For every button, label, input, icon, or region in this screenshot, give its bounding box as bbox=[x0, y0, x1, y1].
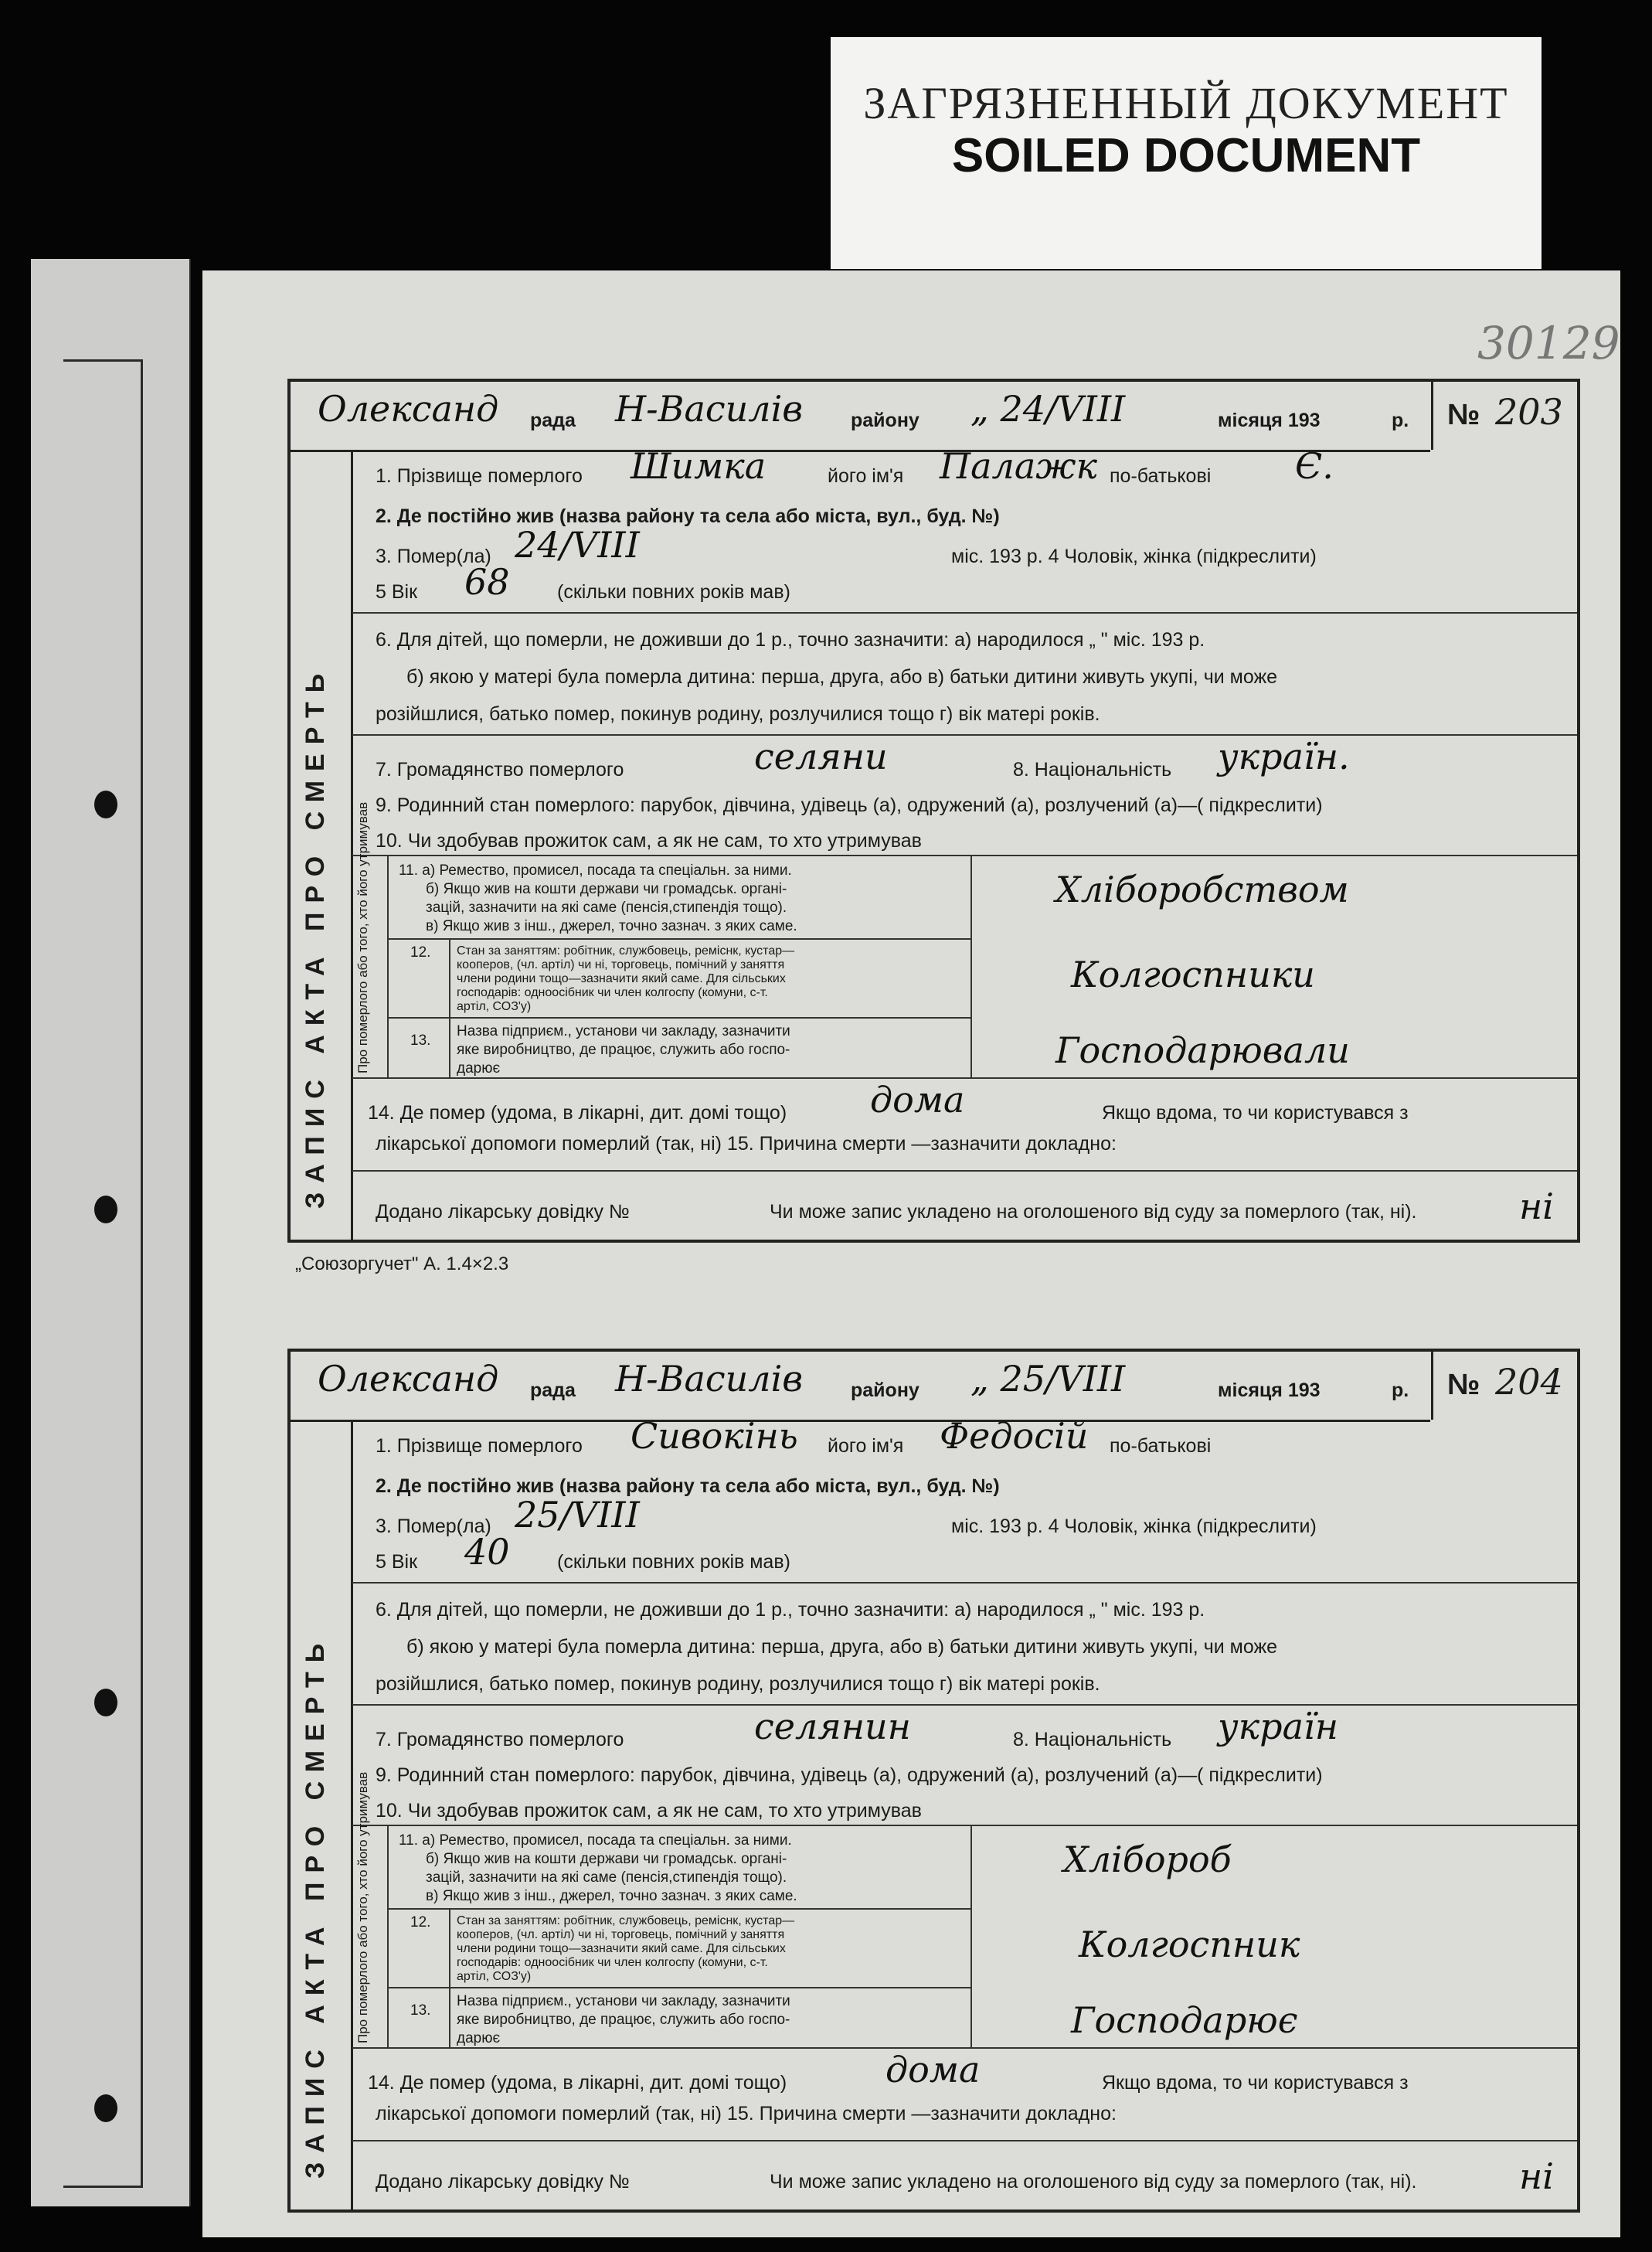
side-title: ЗАПИС АКТА ПРО СМЕРТЬ bbox=[301, 1634, 330, 2179]
q11-line3: зацій, зазначити на які саме (пенсія,стипендія тощо). bbox=[426, 900, 787, 916]
q1-name-label: його ім'я bbox=[828, 1435, 904, 1457]
q1-label: 1. Прізвище померлого bbox=[376, 1435, 583, 1457]
q14-label: 14. Де помер (удома, в лікарні, дит. домі тощо) bbox=[368, 1102, 787, 1124]
court-answer: ні bbox=[1519, 1186, 1555, 1227]
q11-line4: в) Якщо жив з інш., джерел, точно зазнач. з яких саме. bbox=[426, 918, 797, 934]
side-title: ЗАПИС АКТА ПРО СМЕРТЬ bbox=[301, 664, 330, 1209]
patronymic: Є. bbox=[1295, 445, 1334, 487]
label-rayon: району bbox=[851, 1379, 919, 1401]
status: Колгоспник bbox=[1079, 1924, 1300, 1965]
label-month: місяця 193 bbox=[1218, 1379, 1321, 1401]
q7-label: 7. Громадянство померлого bbox=[376, 759, 624, 781]
q2-label: 2. Де постійно жив (назва району та села або міста, вул., буд. №) bbox=[376, 1475, 1000, 1497]
occupation: Хліборобством bbox=[1055, 869, 1349, 910]
q10-label: 10. Чи здобував прожиток сам, а як не сам, то хто утримував bbox=[376, 830, 922, 852]
hw-date: „ 24/VIII bbox=[970, 388, 1126, 430]
stamp-en: SOILED DOCUMENT bbox=[951, 129, 1421, 182]
binding-hole bbox=[94, 1689, 117, 1716]
status: Колгоспники bbox=[1071, 954, 1315, 995]
hw-rayon: Н-Василів bbox=[615, 388, 804, 430]
side-subtitle: Про померлого або того, хто його утримував bbox=[355, 1771, 370, 2043]
workplace: Господарювали bbox=[1055, 1029, 1350, 1071]
subcolumn-line bbox=[970, 855, 972, 1077]
q9-label: 9. Родинний стан померлого: парубок, дівчина, удівець (а), одружений (а), розлучений (а)—( підкреслити) bbox=[376, 1764, 1323, 1786]
stamp-ru: ЗАГРЯЗНЕННЫЙ ДОКУМЕНТ bbox=[863, 78, 1509, 128]
surname: Шимка bbox=[631, 445, 767, 487]
date-of-death: 24/VIII bbox=[515, 524, 640, 566]
q6b-label: б) якою у матері була померла дитина: перша, друга, або в) батьки дитини живуть укупі, чи може bbox=[406, 666, 1278, 688]
citizenship: селяни bbox=[754, 736, 888, 777]
q8-label: 8. Національність bbox=[1013, 759, 1172, 781]
q11-line4: в) Якщо жив з інш., джерел, точно зазнач. з яких саме. bbox=[426, 1888, 797, 1904]
label-no: № bbox=[1447, 1369, 1480, 1401]
soiled-document-stamp bbox=[831, 37, 1542, 269]
q16-label: Додано лікарську довідку № bbox=[376, 1201, 630, 1223]
divider bbox=[352, 1170, 1577, 1172]
q1-patronymic-label: по-батькові bbox=[1110, 465, 1212, 487]
q6c-label: розійшлися, батько помер, покинув родину, розлучилися тощо г) вік матері років. bbox=[376, 1673, 1100, 1695]
q11-line1: 11. а) Ремество, промисел, посада та спеціальн. за ними. bbox=[399, 862, 792, 879]
divider bbox=[352, 1825, 1577, 1826]
hw-date: „ 25/VIII bbox=[970, 1358, 1126, 1400]
divider bbox=[352, 612, 1577, 614]
q13-number: 13. bbox=[410, 1032, 431, 1049]
label-r: р. bbox=[1392, 410, 1409, 431]
occupation: Хлібороб bbox=[1063, 1839, 1232, 1880]
q2-label: 2. Де постійно жив (назва району та села або міста, вул., буд. №) bbox=[376, 505, 1000, 527]
divider bbox=[352, 855, 1577, 856]
side-subtitle: Про померлого або того, хто його утримував bbox=[355, 801, 370, 1073]
record-number-box bbox=[1431, 1352, 1579, 1420]
label-month: місяця 193 bbox=[1218, 410, 1321, 431]
q15-label: лікарської допомоги померлий (так, ні) 15. Причина смерти —зазначити докладно: bbox=[376, 2103, 1117, 2124]
q15-label: лікарської допомоги померлий (так, ні) 15. Причина смерти —зазначити докладно: bbox=[376, 1133, 1117, 1155]
hw-rada: Олександ bbox=[318, 1358, 499, 1400]
nationality: україн bbox=[1218, 1706, 1339, 1747]
q3-sex-label: міс. 193 р. 4 Чоловік, жінка (підкреслити) bbox=[951, 546, 1317, 567]
subcolumn-line bbox=[449, 1908, 450, 2047]
q6c-label: розійшлися, батько помер, покинув родину, розлучилися тощо г) вік матері років. bbox=[376, 703, 1100, 725]
page-number: 30129 bbox=[1477, 317, 1620, 369]
divider bbox=[352, 734, 1577, 736]
label-rada: рада bbox=[530, 410, 576, 431]
first-name: Палажк bbox=[940, 445, 1098, 487]
citizenship: селянин bbox=[754, 1706, 911, 1747]
q6a-label: 6. Для дітей, що померли, не доживши до 1 р., точно зазначити: а) народилося „ " міс. 193 р. bbox=[376, 1599, 1205, 1621]
divider bbox=[387, 1017, 970, 1019]
q14-tail: Якщо вдома, то чи користувався з bbox=[1102, 1102, 1409, 1124]
q11-line3: зацій, зазначити на які саме (пенсія,стипендія тощо). bbox=[426, 1869, 787, 1886]
side-band bbox=[291, 1420, 353, 2209]
q13-line3: дарює bbox=[457, 1060, 501, 1077]
nationality: україн. bbox=[1218, 736, 1350, 777]
q10-label: 10. Чи здобував прожиток сам, а як не сам, то хто утримував bbox=[376, 1800, 922, 1822]
divider bbox=[387, 938, 970, 940]
q5-note: (скільки повних років мав) bbox=[557, 581, 790, 603]
age: 40 bbox=[464, 1531, 510, 1573]
q11-line2: б) Якщо жив на кошти держави чи громадськ. органі- bbox=[426, 881, 787, 897]
q3-sex-label: міс. 193 р. 4 Чоловік, жінка (підкреслити) bbox=[951, 1516, 1317, 1537]
record-number: 203 bbox=[1495, 391, 1563, 433]
subcolumn-line bbox=[387, 855, 389, 1077]
q1-name-label: його ім'я bbox=[828, 465, 904, 487]
q5-label: 5 Вік bbox=[376, 1551, 418, 1573]
q12-line2: кооперов, (чл. артіл) чи ні, торговець, помічний у заняття bbox=[457, 1928, 785, 1941]
q13-line2: яке виробництво, де працює, служить або госпо- bbox=[457, 1042, 790, 1058]
record-number-box bbox=[1431, 382, 1579, 450]
death-record-form-2 bbox=[287, 1349, 1580, 2213]
q6b-label: б) якою у матері була померла дитина: перша, друга, або в) батьки дитини живуть укупі, чи може bbox=[406, 1636, 1278, 1658]
death-record-form-1 bbox=[287, 379, 1580, 1243]
label-r: р. bbox=[1392, 1379, 1409, 1401]
subcolumn-line bbox=[449, 938, 450, 1077]
hw-rada: Олександ bbox=[318, 388, 499, 430]
divider bbox=[352, 1077, 1577, 1079]
q12-line2: кооперов, (чл. артіл) чи ні, торговець, помічний у заняття bbox=[457, 958, 785, 971]
q1-patronymic-label: по-батькові bbox=[1110, 1435, 1212, 1457]
q13-line1: Назва підприєм., установи чи закладу, зазначити bbox=[457, 1023, 790, 1039]
q12-line1: Стан за заняттям: робітник, службовець, реміснк, кустар— bbox=[457, 944, 795, 958]
divider bbox=[387, 1987, 970, 1988]
q12-line3: члени родини тощо—зазначити який саме. Для сільських bbox=[457, 972, 786, 985]
q14-label: 14. Де помер (удома, в лікарні, дит. домі тощо) bbox=[368, 2072, 787, 2094]
label-rada: рада bbox=[530, 1379, 576, 1401]
hw-rayon: Н-Василів bbox=[615, 1358, 804, 1400]
q13-line3: дарює bbox=[457, 2030, 501, 2046]
q13-line1: Назва підприєм., установи чи закладу, зазначити bbox=[457, 1993, 790, 2009]
adjacent-page bbox=[31, 259, 191, 2206]
subcolumn-line bbox=[387, 1825, 389, 2047]
surname: Сивокінь bbox=[631, 1415, 798, 1457]
q11-line1: 11. а) Ремество, промисел, посада та спеціальн. за ними. bbox=[399, 1832, 792, 1849]
q12-number: 12. bbox=[410, 944, 431, 961]
binding-hole bbox=[94, 1196, 117, 1223]
label-no: № bbox=[1447, 399, 1480, 431]
q6a-label: 6. Для дітей, що померли, не доживши до 1 р., точно зазначити: а) народилося „ " міс. 193 р. bbox=[376, 629, 1205, 651]
label-rayon: району bbox=[851, 410, 919, 431]
divider bbox=[352, 2140, 1577, 2141]
binding-hole bbox=[94, 2094, 117, 2122]
q8-label: 8. Національність bbox=[1013, 1729, 1172, 1750]
subcolumn-line bbox=[970, 1825, 972, 2047]
q3-label: 3. Помер(ла) bbox=[376, 546, 491, 567]
form-footer: „Союзоргучет" А. 1.4×2.3 bbox=[295, 1254, 509, 1274]
binding-hole bbox=[94, 791, 117, 818]
q12-line5: артіл, СОЗ'у) bbox=[457, 1000, 532, 1013]
form-header bbox=[291, 1352, 1430, 1422]
divider bbox=[387, 1908, 970, 1910]
adjacent-page-frame bbox=[63, 359, 143, 2188]
q5-label: 5 Вік bbox=[376, 581, 418, 603]
q12-line1: Стан за заняттям: робітник, службовець, реміснк, кустар— bbox=[457, 1914, 795, 1927]
q5-note: (скільки повних років мав) bbox=[557, 1551, 790, 1573]
q12-line4: господарів: одноосібник чи член колгоспу (комуни, с-т. bbox=[457, 986, 768, 999]
q16-court: Чи може запис укладено на оголошеного від суду за померлого (так, ні). bbox=[770, 2171, 1417, 2192]
place-of-death: дома bbox=[885, 2049, 981, 2090]
date-of-death: 25/VIII bbox=[515, 1494, 640, 1536]
court-answer: ні bbox=[1519, 2155, 1555, 2197]
q16-court: Чи може запис укладено на оголошеного від суду за померлого (так, ні). bbox=[770, 1201, 1417, 1223]
q12-number: 12. bbox=[410, 1914, 431, 1931]
side-band bbox=[291, 450, 353, 1240]
q7-label: 7. Громадянство померлого bbox=[376, 1729, 624, 1750]
q12-line5: артіл, СОЗ'у) bbox=[457, 1970, 532, 1983]
first-name: Федосій bbox=[940, 1415, 1089, 1457]
q16-label: Додано лікарську довідку № bbox=[376, 2171, 630, 2192]
q9-label: 9. Родинний стан померлого: парубок, дівчина, удівець (а), одружений (а), розлучений (а)—( підкреслити) bbox=[376, 794, 1323, 816]
q12-line3: члени родини тощо—зазначити який саме. Для сільських bbox=[457, 1942, 786, 1955]
workplace: Господарює bbox=[1071, 1999, 1298, 2041]
q13-line2: яке виробництво, де працює, служить або госпо- bbox=[457, 2012, 790, 2028]
place-of-death: дома bbox=[870, 1079, 965, 1121]
q1-label: 1. Прізвище померлого bbox=[376, 465, 583, 487]
age: 68 bbox=[464, 561, 510, 603]
divider bbox=[352, 1582, 1577, 1584]
form-header bbox=[291, 382, 1430, 452]
q14-tail: Якщо вдома, то чи користувався з bbox=[1102, 2072, 1409, 2094]
divider bbox=[352, 1704, 1577, 1706]
record-number: 204 bbox=[1495, 1361, 1563, 1403]
register-page bbox=[202, 270, 1620, 2237]
q13-number: 13. bbox=[410, 2002, 431, 2019]
q12-line4: господарів: одноосібник чи член колгоспу (комуни, с-т. bbox=[457, 1956, 768, 1969]
q3-label: 3. Помер(ла) bbox=[376, 1516, 491, 1537]
q11-line2: б) Якщо жив на кошти держави чи громадськ. органі- bbox=[426, 1851, 787, 1867]
